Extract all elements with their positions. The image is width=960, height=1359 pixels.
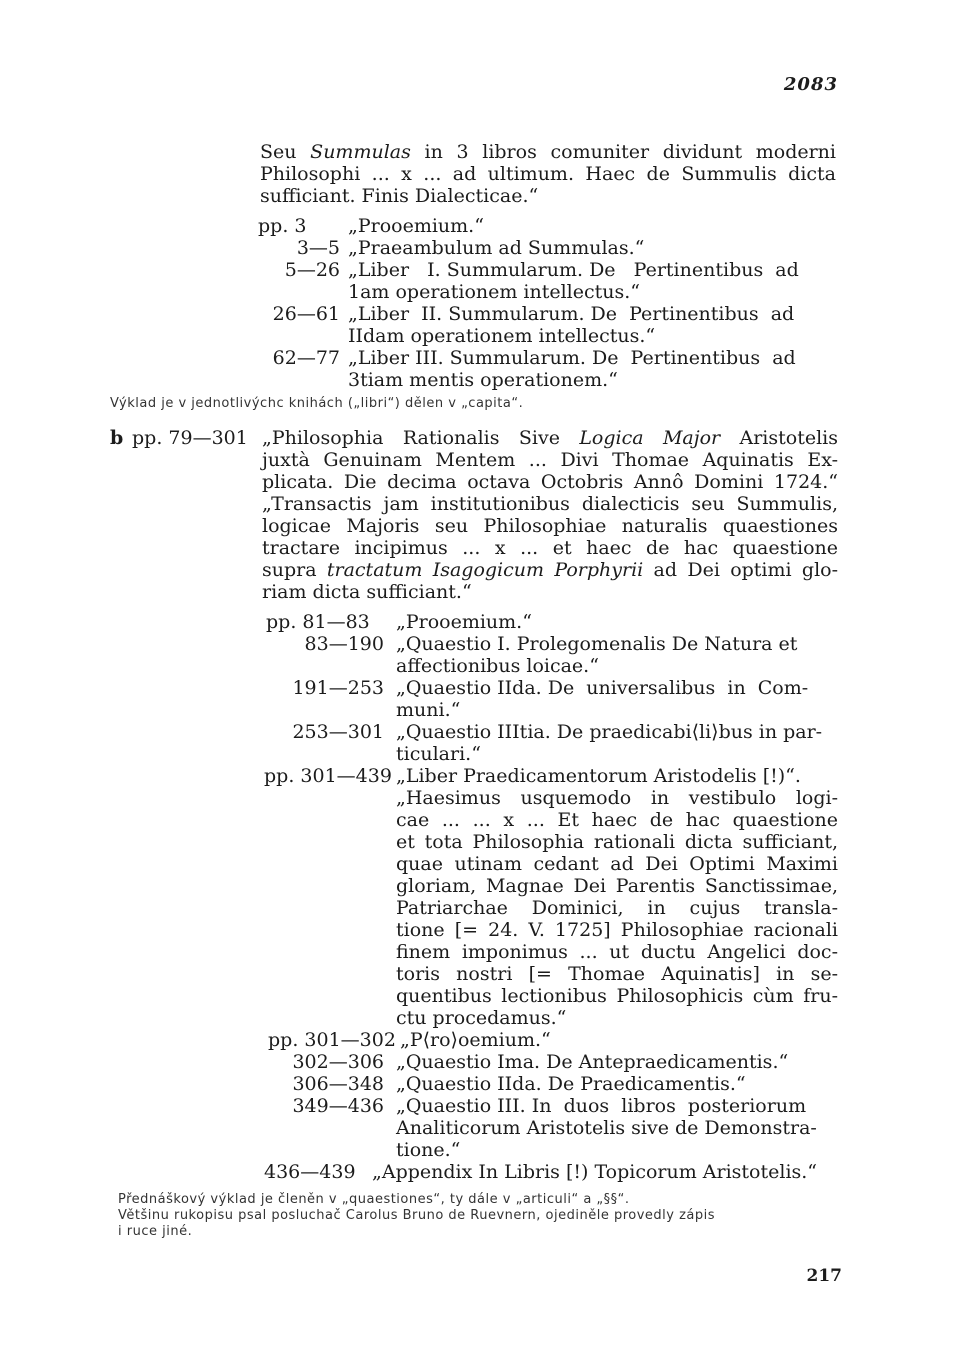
note-a: Výklad je v jednotlivýchc knihách („libri“) dělen v „capita“. [110,396,524,411]
toc-pages: 302—306 [292,1051,384,1073]
toc-entry [262,765,842,1029]
toc-title: „Praeambulum ad Summulas.“ [348,237,645,259]
toc-pages: 26—61 [272,303,340,325]
toc-line: quae utinam cedant ad Dei Optimi Maximi [396,853,838,875]
toc-entry [258,259,838,303]
toc-title-cont: muni.“ [396,699,461,721]
note-line: Většinu rukopisu psal posluchač Carolus Bruno de Ruevnern, ojediněle provedly zápis [118,1208,716,1223]
section-b-line: „Philosophia Rationalis Sive Logica Major Aristotelis [262,427,838,449]
toc-entry [262,1073,842,1095]
toc-line: ctu procedamus.“ [396,1007,567,1029]
intro-paragraph [260,141,836,207]
toc-entry [258,215,838,237]
toc-a [258,215,838,391]
toc-entry [258,303,838,347]
section-b-line: riam dicta sufficiant.“ [262,581,472,603]
toc-entry [262,1029,842,1051]
section-b-text [262,427,838,603]
note-line: i ruce jiné. [118,1224,193,1239]
toc-title: „Liber II. Summularum. De Pertinentibus ad [348,303,795,325]
toc-title-cont: affectionibus loicae.“ [396,655,599,677]
header-page-number: 2083 [783,74,838,95]
toc-line: Patriarchae Dominici, in cujus transla- [396,897,838,919]
toc-pages: 5—26 [284,259,340,281]
section-b-line: „Transactis jam institutionibus dialecticis seu Summulis, [262,493,838,515]
toc-title: „Liber III. Summularum. De Pertinentibus ad [348,347,796,369]
section-b-line: plicata. Die decima octava Octobris Annô Domini 1724.“ [262,471,838,493]
toc-long-text [396,765,838,1029]
note-line: Přednáškový výklad je členěn v „quaestiones“, ty dále v „articuli“ a „§§“. [118,1192,630,1207]
toc-line: cae ... ... x ... Et haec de hac quaestione [396,809,838,831]
toc-entry [262,1051,842,1073]
toc-line: gloriam, Magnae Dei Parentis Sanctissimae, [396,875,838,897]
toc-entry [262,677,842,721]
toc-pages: 253—301 [292,721,384,743]
toc-line: quentibus lectionibus Philosophicis cùm fru- [396,985,838,1007]
toc-title-cont: ticulari.“ [396,743,481,765]
toc-title-cont: Analiticorum Aristotelis sive de Demonstra- [396,1117,817,1139]
section-b-line: tractare incipimus ... x ... et haec de hac quaestione [262,537,838,559]
toc-line: „Liber Praedicamentorum Aristodelis [!)“. [396,765,801,787]
toc-title: „Quaestio Ima. De Antepraedicamentis.“ [396,1051,789,1073]
toc-title-cont: IIdam operationem intellectus.“ [348,325,656,347]
toc-title-cont: tione.“ [396,1139,461,1161]
toc-line: toris nostri [= Thomae Aquinatis] in se- [396,963,838,985]
toc-line: et tota Philosophia rationali dicta sufficiant, [396,831,838,853]
toc-title: „Quaestio IIda. De universalibus in Com- [396,677,809,699]
toc-pages: 83—190 [304,633,384,655]
toc-pages: 306—348 [292,1073,384,1095]
toc-pages: 436—439 [264,1161,356,1183]
toc-entry [262,1095,842,1161]
toc-pages: 349—436 [292,1095,384,1117]
toc-title: „Appendix In Libris [!) Topicorum Aristotelis.“ [372,1161,818,1183]
toc-title: „Quaestio IIItia. De praedicabi⟨li⟩bus in par- [396,721,823,743]
toc-pages: 62—77 [272,347,340,369]
toc-line: tione [= 24. V. 1725] Philosophiae racionali [396,919,838,941]
toc-b [262,611,842,1183]
section-b-pages: pp. 79—301 [132,427,248,449]
toc-entry [262,633,842,677]
toc-title-cont: 3tiam mentis operationem.“ [348,369,618,391]
toc-pages: pp. 301—439 [264,765,392,787]
toc-title: „Prooemium.“ [396,611,532,633]
toc-line: „Haesimus usquemodo in vestibulo logi- [396,787,838,809]
toc-pages: 191—253 [292,677,384,699]
section-b-line: juxtà Genuinam Mentem ... Divi Thomae Aquinatis Ex- [262,449,838,471]
toc-pages: pp. 3 [258,215,307,237]
toc-entry [258,237,838,259]
footer-page-number: 217 [806,1266,842,1286]
toc-title: „Quaestio I. Prolegomenalis De Natura et [396,633,798,655]
toc-entry [262,611,842,633]
toc-pages: 3—5 [296,237,340,259]
intro-line: sufficiant. Finis Dialecticae.“ [260,185,539,207]
toc-title: „Quaestio III. In duos libros posteriorum [396,1095,807,1117]
toc-pages: pp. 301—302 [268,1029,396,1051]
toc-title: „Liber I. Summularum. De Pertinentibus ad [348,259,799,281]
section-b-marker: b [110,427,124,449]
notes-b [118,1192,842,1240]
toc-pages: pp. 81—83 [266,611,370,633]
section-b-line: supra tractatum Isagogicum Porphyrii ad Dei optimi glo- [262,559,839,581]
toc-entry [262,721,842,765]
toc-title-cont: 1am operationem intellectus.“ [348,281,641,303]
section-b-line: logicae Majoris seu Philosophiae naturalis quaestiones [262,515,838,537]
intro-line: Philosophi ... x ... ad ultimum. Haec de Summulis dicta [260,163,836,185]
toc-title: „Prooemium.“ [348,215,484,237]
toc-title: „P⟨ro⟩oemium.“ [400,1029,551,1051]
toc-entry [258,347,838,391]
toc-entry [262,1161,842,1183]
toc-line: finem imponimus ... ut ductu Angelici doc- [396,941,838,963]
intro-line: Seu Summulas in 3 libros comuniter dividunt moderni [260,141,836,163]
toc-title: „Quaestio IIda. De Praedicamentis.“ [396,1073,746,1095]
